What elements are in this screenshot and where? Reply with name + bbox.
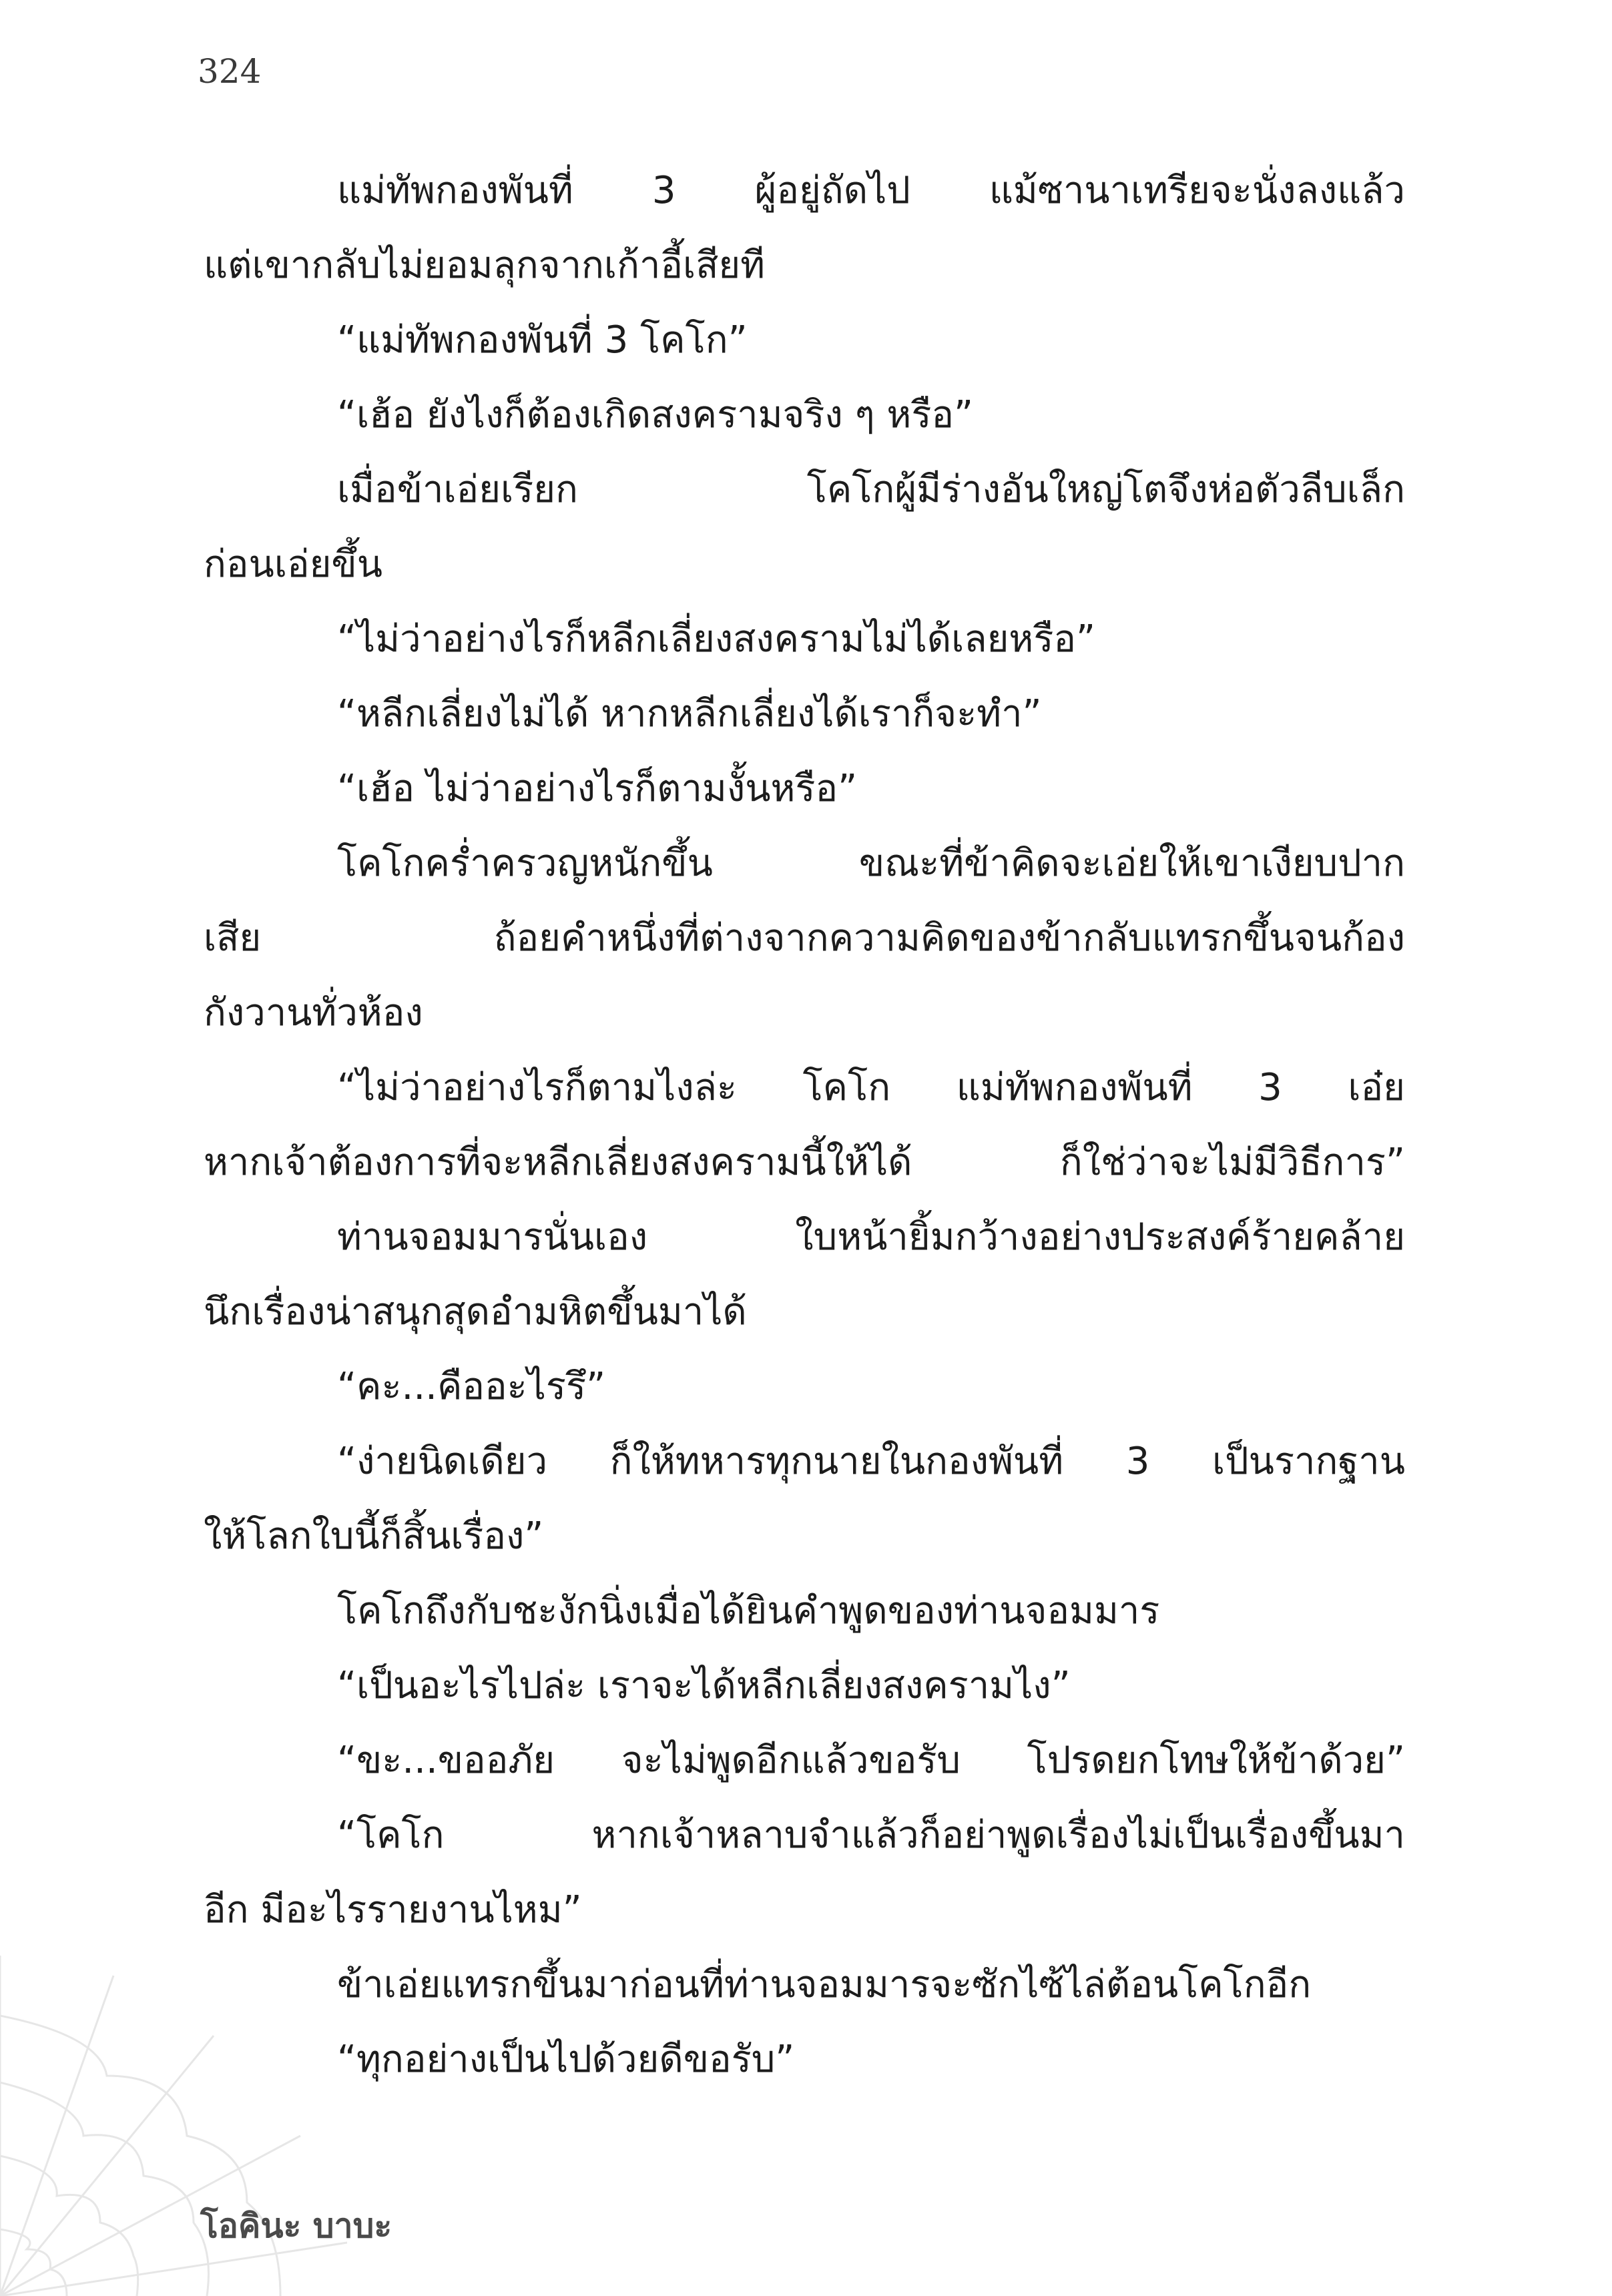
text-line: เมื่อข้าเอ่ยเรียก โคโกผู้มีร่างอันใหญ่โตจึงห่อตัวลีบเล็ก [337, 468, 1405, 511]
text-line: “เฮ้อ ยังไงก็ต้องเกิดสงครามจริง ๆ หรือ” [337, 393, 974, 437]
text-line: นึกเรื่องน่าสนุกสุดอำมหิตขึ้นมาได้ [204, 1290, 747, 1334]
text-line: “เป็นอะไรไปล่ะ เราจะได้หลีกเลี่ยงสงครามไง” [337, 1664, 1071, 1707]
text-line: “ขะ...ขออภัย จะไม่พูดอีกแล้วขอรับ โปรดยกโทษให้ข้าด้วย” [337, 1739, 1405, 1782]
page-number: 324 [198, 52, 262, 91]
page-body-text [204, 154, 1405, 2097]
book-title-footer: โอคินะ บาบะ [200, 2207, 392, 2245]
text-line: “เฮ้อ ไม่ว่าอย่างไรก็ตามงั้นหรือ” [337, 767, 858, 810]
text-line: “แม่ทัพกองพันที่ 3 โคโก” [337, 318, 748, 362]
text-line: แต่เขากลับไม่ยอมลุกจากเก้าอี้เสียที [204, 244, 766, 287]
text-line: “ไม่ว่าอย่างไรก็ตามไงล่ะ โคโก แม่ทัพกองพันที่ 3 เอ๋ย [337, 1066, 1405, 1109]
text-line: กังวานทั่วห้อง [204, 991, 423, 1035]
text-line: ข้าเอ่ยแทรกขึ้นมาก่อนที่ท่านจอมมารจะซักไซ้ไล่ต้อนโคโกอีก [337, 1963, 1312, 2006]
text-line: “ง่ายนิดเดียว ก็ให้ทหารทุกนายในกองพันที่ 3 เป็นรากฐาน [337, 1440, 1405, 1483]
text-line: “ไม่ว่าอย่างไรก็หลีกเลี่ยงสงครามไม่ได้เลยหรือ” [337, 617, 1096, 661]
text-line: “คะ...คืออะไรรึ” [337, 1365, 606, 1408]
text-line: ก่อนเอ่ยขึ้น [204, 543, 382, 586]
text-line: “ทุกอย่างเป็นไปด้วยดีขอรับ” [337, 2038, 795, 2081]
text-line: ให้โลกใบนี้ก็สิ้นเรื่อง” [204, 1514, 544, 1558]
text-line: อีก มีอะไรรายงานไหม” [204, 1888, 582, 1932]
text-line: แม่ทัพกองพันที่ 3 ผู้อยู่ถัดไป แม้ซานาเทรียจะนั่งลงแล้ว [337, 169, 1405, 212]
text-line: เสีย ถ้อยคำหนึ่งที่ต่างจากความคิดของข้ากลับแทรกขึ้นจนก้อง [204, 916, 1405, 960]
text-line: โคโกคร่ำครวญหนักขึ้น ขณะที่ข้าคิดจะเอ่ยให้เขาเงียบปาก [337, 842, 1405, 885]
text-line: หากเจ้าต้องการที่จะหลีกเลี่ยงสงครามนี้ให้ได้ ก็ใช่ว่าจะไม่มีวิธีการ” [204, 1141, 1405, 1184]
text-line: “โคโก หากเจ้าหลาบจำแล้วก็อย่าพูดเรื่องไม่เป็นเรื่องขึ้นมา [337, 1813, 1405, 1857]
text-line: โคโกถึงกับชะงักนิ่งเมื่อได้ยินคำพูดของท่านจอมมาร [337, 1589, 1160, 1633]
text-line: ท่านจอมมารนั่นเอง ใบหน้ายิ้มกว้างอย่างประสงค์ร้ายคล้าย [337, 1215, 1405, 1259]
text-line: “หลีกเลี่ยงไม่ได้ หากหลีกเลี่ยงได้เราก็จะทำ” [337, 692, 1042, 736]
